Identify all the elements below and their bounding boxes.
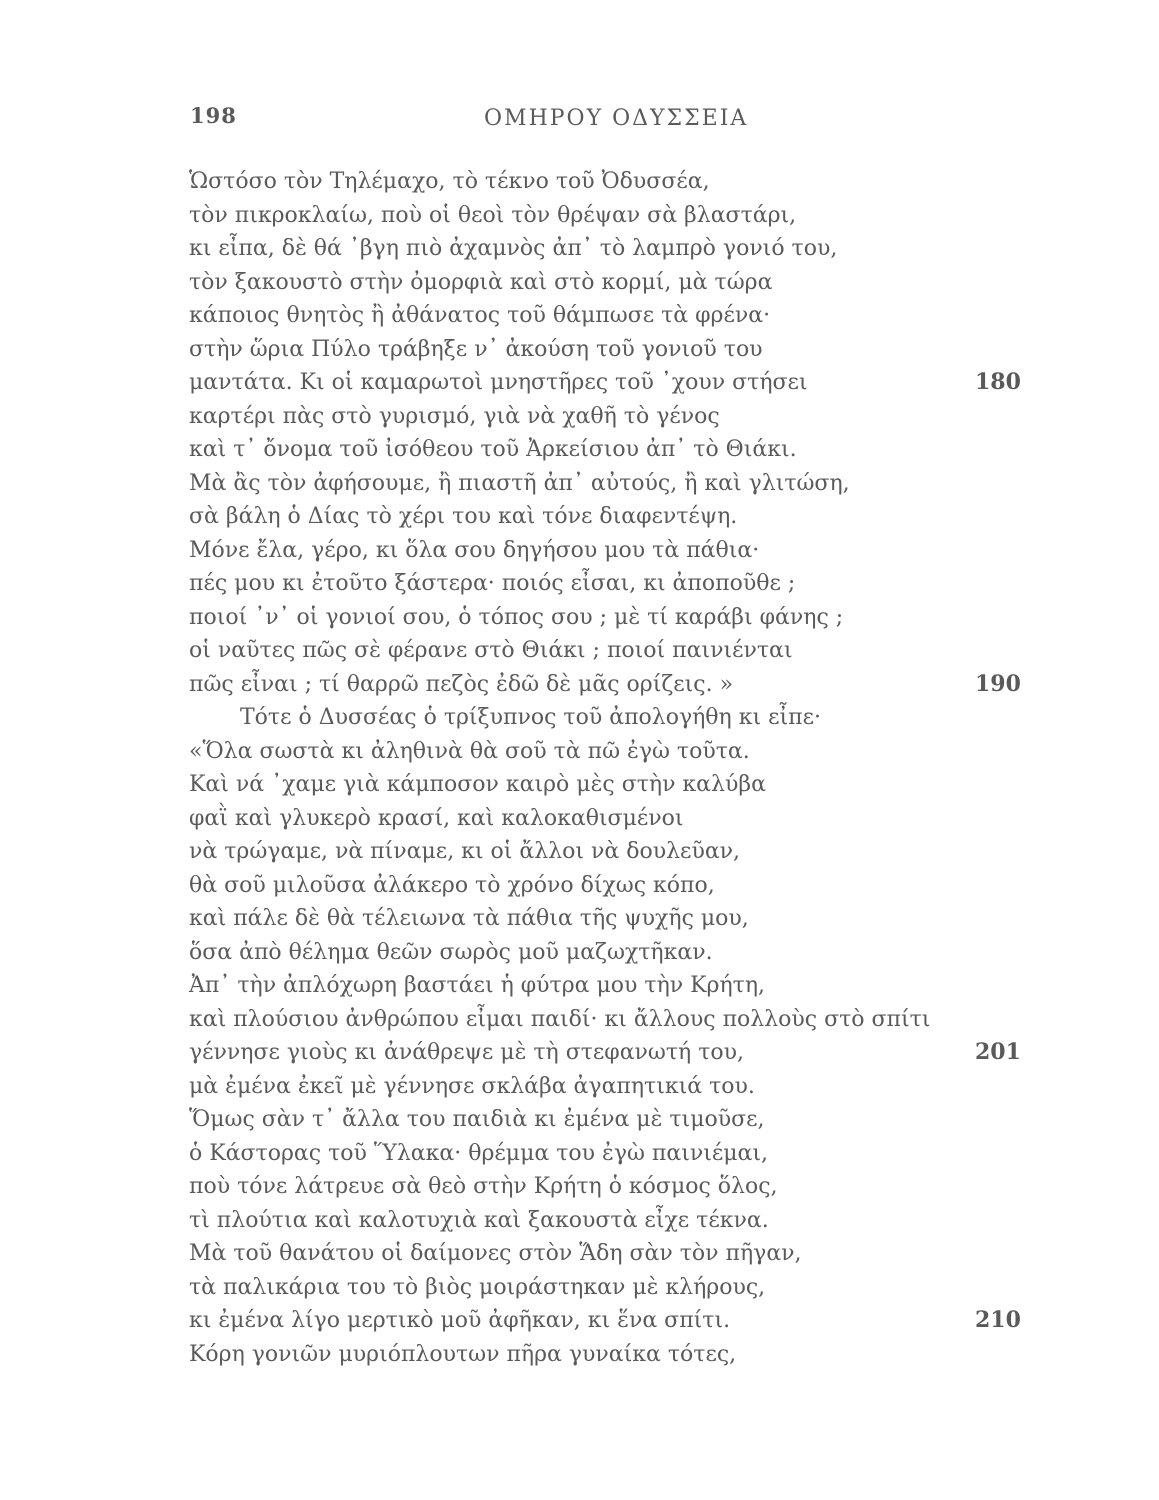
verse-line [0, 199, 1159, 233]
verse-text: μὰ ἐμένα ἐκεῖ μὲ γέννησε σκλάβα ἀγαπητικιά του. [189, 1073, 755, 1099]
verse-line [0, 266, 1159, 300]
verse-line [0, 1338, 1159, 1372]
verse-line [0, 433, 1159, 467]
verse-text: τὸν πικροκλαίω, ποὺ οἱ θεοὶ τὸν θρέψαν σὰ βλαστάρι, [189, 202, 797, 228]
verse-text: Ἀπ᾽ τὴν ἀπλόχωρη βαστάει ἡ φύτρα μου τὴν Κρήτη, [189, 973, 766, 998]
verse-text: γέννησε γιοὺς κι ἀνάθρεψε μὲ τὴ στεφανωτή του, [189, 1040, 744, 1065]
verse-line [0, 936, 1159, 970]
verse-text: καὶ πάλε δὲ θὰ τέλειωνα τὰ πάθια τῆς ψυχῆς μου, [189, 906, 749, 931]
verse-text: οἱ ναῦτες πῶς σὲ φέρανε στὸ Θιάκι ; ποιοί παινιένται [189, 638, 793, 663]
verse-line [0, 1304, 1159, 1338]
verse-line [0, 802, 1159, 836]
verse-text: ὁ Κάστορας τοῦ Ὕλακα· θρέμμα του ἐγὼ παινιέμαι, [189, 1140, 769, 1166]
verse-line [0, 534, 1159, 568]
verse-text: στὴν ὥρια Πύλο τράβηξε ν᾽ ἀκούση τοῦ γονιοῦ του [189, 336, 763, 362]
verse-line [0, 902, 1159, 936]
verse-text: Τότε ὁ Δυσσέας ὁ τρίξυπνος τοῦ ἀπολογήθη κι εἶπε· [240, 705, 821, 730]
verse-line [0, 1036, 1159, 1070]
line-number: 210 [975, 1307, 1021, 1333]
verse-text: Μὰ τοῦ θανάτου οἱ δαίμονες στὸν Ἅδη σὰν τὸν πῆγαν, [189, 1241, 802, 1266]
verse-line [0, 165, 1159, 199]
verse-text: ποιοί ᾽ν᾽ οἱ γονιοί σου, ὁ τόπος σου ; μὲ τί καράβι φάνης ; [189, 604, 844, 630]
verse-text: τὸν ξακουστὸ στὴν ὀμορφιὰ καὶ στὸ κορμί, μὰ τώρα [189, 269, 773, 295]
verse-text: καὶ πλούσιου ἀνθρώπου εἶμαι παιδί· κι ἄλλους πολλοὺς στὸ σπίτι [189, 1006, 931, 1032]
running-title: ΟΜΗΡΟΥ ΟΔΥΣΣΕΙΑ [484, 106, 749, 131]
verse-line [0, 1271, 1159, 1305]
verse-text: Κόρη γονιῶν μυριόπλουτων πῆρα γυναίκα τότες, [189, 1341, 737, 1367]
verse-text: τὰ παλικάρια του τὸ βιὸς μοιράστηκαν μὲ κλήρους, [189, 1274, 766, 1300]
verse-text: «Ὅλα σωστὰ κι ἀληθινὰ θὰ σοῦ τὰ πῶ ἐγὼ τοῦτα. [189, 738, 750, 764]
verse-line [0, 1103, 1159, 1137]
verse-text: Ὅμως σὰν τ᾽ ἄλλα του παιδιὰ κι ἐμένα μὲ τιμοῦσε, [189, 1107, 765, 1132]
verse-text: μαντάτα. Κι οἱ καμαρωτοὶ μνηστῆρες τοῦ ᾽χουν στήσει [189, 370, 808, 395]
verse-text: τὶ πλούτια καὶ καλοτυχιὰ καὶ ξακουστὰ εἶχε τέκνα. [189, 1207, 769, 1233]
verse-line [0, 969, 1159, 1003]
verse-text: Μὰ ἂς τὸν ἀφήσουμε, ἢ πιαστῆ ἀπ᾽ αὐτούς, ἢ καὶ γλιτώση, [189, 470, 850, 496]
verse-text: Καὶ νά ᾽χαμε γιὰ κάμποσον καιρὸ μὲς στὴν καλύβα [189, 772, 766, 797]
verse-text: θὰ σοῦ μιλοῦσα ἀλάκερο τὸ χρόνο δίχως κόπο, [189, 872, 715, 898]
verse-line [0, 1070, 1159, 1104]
verse-text: νὰ τρώγαμε, νὰ πίναμε, κι οἱ ἄλλοι νὰ δουλεῦαν, [189, 839, 741, 864]
verse-text: κι ἐμένα λίγο μερτικὸ μοῦ ἀφῆκαν, κι ἕνα σπίτι. [189, 1308, 731, 1333]
verse-text: ποὺ τόνε λάτρευε σὰ θεὸ στὴν Κρήτη ὁ κόσμος ὅλος, [189, 1174, 778, 1199]
page-number: 198 [190, 103, 237, 128]
verse-line [0, 1170, 1159, 1204]
verse-line [0, 1237, 1159, 1271]
verse-text: καὶ τ᾽ ὄνομα τοῦ ἰσόθεου τοῦ Ἀρκείσιου ἀπ᾽ τὸ Θιάκι. [189, 437, 797, 462]
verse-line [0, 735, 1159, 769]
verse-line [0, 1137, 1159, 1171]
poem-text [0, 165, 1159, 1371]
verse-line [0, 1003, 1159, 1037]
line-number: 180 [975, 369, 1021, 395]
verse-text: ὅσα ἀπὸ θέλημα θεῶν σωρὸς μοῦ μαζωχτῆκαν. [189, 939, 713, 965]
verse-text: Ὡστόσο τὸν Τηλέμαχο, τὸ τέκνο τοῦ Ὀδυσσέα, [189, 169, 710, 194]
verse-text: σὰ βάλη ὁ Δίας τὸ χέρι του καὶ τόνε διαφεντέψη. [189, 504, 738, 529]
verse-line [0, 634, 1159, 668]
verse-line [0, 299, 1159, 333]
verse-text: φαῒ καὶ γλυκερὸ κρασί, καὶ καλοκαθισμένοι [189, 805, 684, 831]
verse-line [0, 869, 1159, 903]
verse-line [0, 232, 1159, 266]
verse-text: κάποιος θνητὸς ἢ ἀθάνατος τοῦ θάμπωσε τὰ φρένα· [189, 303, 771, 328]
line-number: 190 [975, 670, 1021, 697]
line-number: 201 [975, 1039, 1021, 1065]
verse-text: πῶς εἶναι ; τί θαρρῶ πεζὸς ἐδῶ δὲ μᾶς ορίζεις. » [189, 671, 734, 697]
verse-line [0, 366, 1159, 400]
verse-line [0, 668, 1159, 702]
verse-text: Μόνε ἔλα, γέρο, κι ὅλα σου δηγήσου μου τὰ πάθια· [189, 537, 760, 563]
verse-line [0, 1204, 1159, 1238]
verse-line [0, 701, 1159, 735]
verse-line [0, 400, 1159, 434]
verse-line [0, 467, 1159, 501]
verse-text: κι εἶπα, δὲ θά ᾽βγη πιὸ ἀχαμνὸς ἀπ᾽ τὸ λαμπρὸ γονιό του, [189, 236, 838, 261]
verse-line [0, 333, 1159, 367]
verse-line [0, 567, 1159, 601]
verse-line [0, 601, 1159, 635]
verse-text: πές μου κι ἐτοῦτο ξάστερα· ποιός εἶσαι, κι ἀποποῦθε ; [189, 571, 796, 596]
verse-line [0, 835, 1159, 869]
verse-text: καρτέρι πὰς στὸ γυρισμό, γιὰ νὰ χαθῆ τὸ γένος [189, 403, 720, 429]
verse-line [0, 500, 1159, 534]
verse-line [0, 768, 1159, 802]
